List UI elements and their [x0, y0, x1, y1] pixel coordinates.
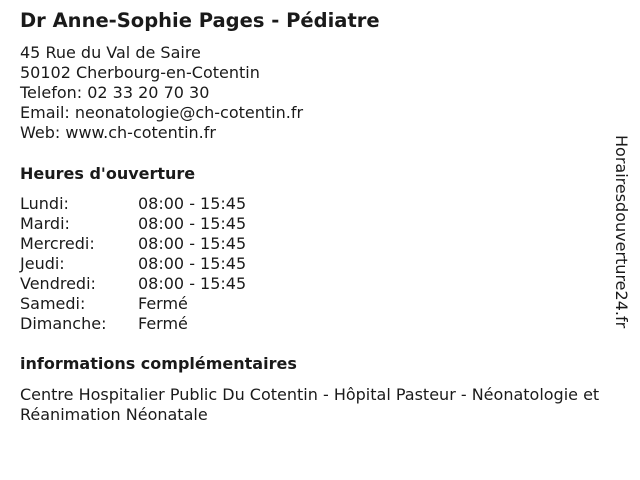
- info-text: Centre Hospitalier Public Du Cotentin - Hôpital Pasteur - Néonatologie et Réanimation Néonatale: [20, 385, 600, 424]
- time-value: 08:00 - 15:45: [138, 214, 247, 233]
- hours-row: [20, 194, 246, 214]
- hours-heading: Heures d'ouverture: [20, 164, 196, 183]
- phone-number[interactable]: Telefon: 02 33 20 70 30: [20, 83, 210, 102]
- city-address: 50102 Cherbourg-en-Cotentin: [20, 63, 260, 82]
- day-label: Dimanche:: [20, 314, 107, 333]
- hours-row: [20, 294, 246, 314]
- time-value: Fermé: [138, 294, 188, 313]
- website-link[interactable]: Web: www.ch-cotentin.fr: [20, 123, 216, 142]
- day-label: Mardi:: [20, 214, 70, 233]
- info-heading: informations complémentaires: [20, 354, 297, 373]
- day-label: Jeudi:: [20, 254, 65, 273]
- hours-row: [20, 274, 246, 294]
- time-value: Fermé: [138, 314, 188, 333]
- hours-row: [20, 234, 246, 254]
- time-value: 08:00 - 15:45: [138, 234, 247, 253]
- time-value: 08:00 - 15:45: [138, 274, 247, 293]
- email-address[interactable]: Email: neonatologie@ch-cotentin.fr: [20, 103, 304, 122]
- hours-row: [20, 214, 246, 234]
- day-label: Lundi:: [20, 194, 69, 213]
- time-value: 08:00 - 15:45: [138, 194, 247, 213]
- page-title: Dr Anne-Sophie Pages - Pédiatre: [20, 9, 380, 32]
- side-watermark-label: Horairesdouverture24.fr: [612, 135, 631, 329]
- address-block: [20, 43, 303, 143]
- street-address: 45 Rue du Val de Saire: [20, 43, 201, 62]
- day-label: Mercredi:: [20, 234, 95, 253]
- hours-row: [20, 314, 246, 334]
- hours-table: [20, 194, 246, 334]
- day-label: Samedi:: [20, 294, 86, 313]
- time-value: 08:00 - 15:45: [138, 254, 247, 273]
- hours-row: [20, 254, 246, 274]
- day-label: Vendredi:: [20, 274, 96, 293]
